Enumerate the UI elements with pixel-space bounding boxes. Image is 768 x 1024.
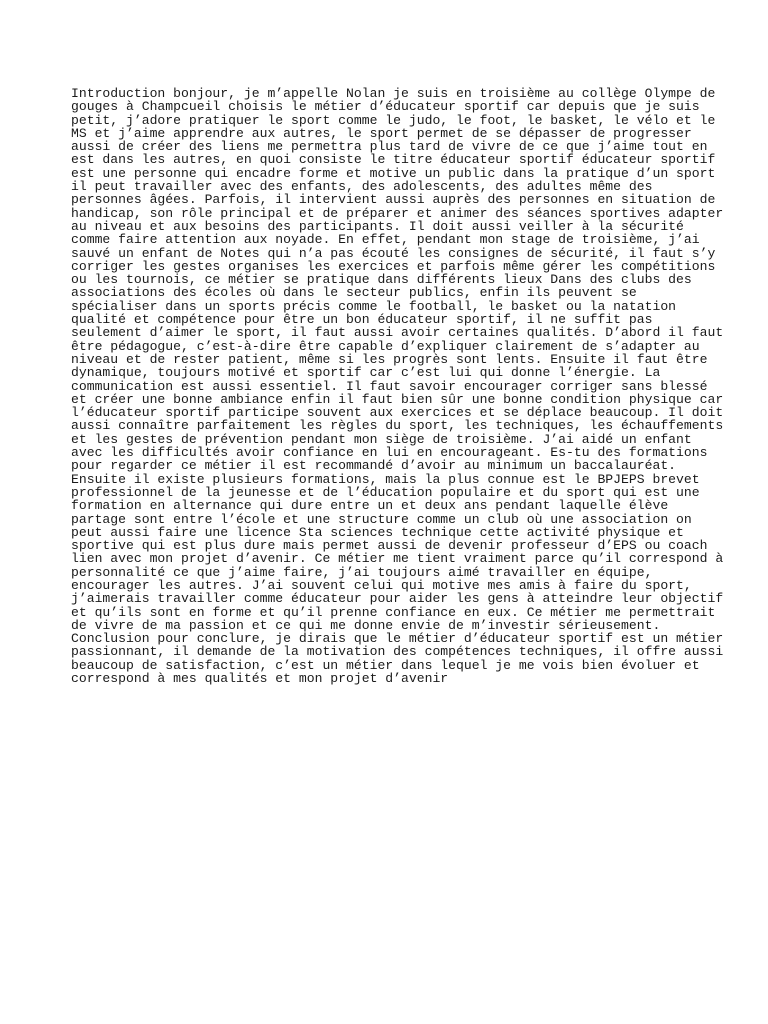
text-line: personnes âgées. Parfois, il intervient aussi auprès des personnes en situation de xyxy=(71,192,716,208)
text-line: sportive qui est plus dure mais permet aussi de devenir professeur d’EPS ou coach xyxy=(71,538,708,554)
text-line: correspond à mes qualités et mon projet d’avenir xyxy=(71,671,449,687)
text-line: petit, j’adore pratiquer le sport comme le judo, le foot, le basket, le vélo et le xyxy=(71,112,716,128)
text-line: gouges à Champcueil choisis le métier d’éducateur sportif car depuis que je suis xyxy=(71,99,700,115)
text-line: qualité et compétence pour être un bon éducateur sportif, il ne suffit pas xyxy=(71,312,653,328)
text-line: comme faire attention aux noyade. En effet, pendant mon stage de troisième, j’ai xyxy=(71,232,700,248)
text-line: sauvé un enfant de Notes qui n’a pas écouté les consignes de sécurité, il faut s’y xyxy=(71,245,716,261)
text-line: Conclusion pour conclure, je dirais que le métier d’éducateur sportif est un métier xyxy=(71,631,724,647)
text-line: peut aussi faire une licence Sta sciences technique cette activité physique et xyxy=(71,524,684,540)
text-line: avec les difficultés avoir confiance en lui en encourageant. Es-tu des formations xyxy=(71,445,708,461)
text-line: Introduction bonjour, je m’appelle Nolan je suis en troisième au collège Olympe de xyxy=(71,86,716,101)
text-line: personnalité ce que j’aime faire, j’ai toujours aimé travailler en équipe, xyxy=(71,564,653,580)
text-line: formation en alternance qui dure entre un et deux ans pendant laquelle élève xyxy=(71,498,669,514)
text-line: dynamique, toujours motivé et sportif car c’est lui qui donne l’énergie. La xyxy=(71,365,661,381)
text-line: j’aimerais travailler comme éducateur pour aider les gens à atteindre leur objectif xyxy=(71,591,724,607)
text-line: seulement d’aimer le sport, il faut aussi avoir certaines qualités. D’abord il faut xyxy=(71,325,724,341)
text-line: passionnant, il demande de la motivation des compétences techniques, il offre aussi xyxy=(71,644,724,660)
text-line: il peut travailler avec des enfants, des adolescents, des adultes même des xyxy=(71,179,653,195)
text-line: encourager les autres. J’ai souvent celui qui motive mes amis à faire du sport, xyxy=(71,577,692,593)
text-line: aussi de créer des liens me permettra plus tard de vivre de ce que j’aime tout en xyxy=(71,139,708,155)
text-line: associations des écoles où dans le secteur publics, enfin ils peuvent se xyxy=(71,285,637,301)
text-line: MS et j’aime apprendre aux autres, le sport permet de se dépasser de progresser xyxy=(71,125,692,141)
text-line: corriger les gestes organises les exercices et parfois même gérer les compétitions xyxy=(71,258,716,274)
text-line: de vivre de ma passion et ce qui me donne envie de m’investir sérieusement. xyxy=(71,617,661,633)
text-line: pour regarder ce métier il est recommandé d’avoir au minimum un baccalauréat. xyxy=(71,458,677,474)
text-line: professionnel de la jeunesse et de l’éducation populaire et du sport qui est une xyxy=(71,484,700,500)
text-line: Ensuite il existe plusieurs formations, mais la plus connue est le BPJEPS brevet xyxy=(71,471,700,487)
text-line: et qu’ils sont en forme et qu’il prenne confiance en eux. Ce métier me permettrait xyxy=(71,604,716,620)
text-line: communication est aussi essentiel. Il faut savoir encourager corriger sans blessé xyxy=(71,378,708,394)
text-line: handicap, son rôle principal et de préparer et animer des séances sportives adapter xyxy=(71,205,724,221)
body-text xyxy=(71,86,724,687)
text-line: spécialiser dans un sports précis comme le football, le basket ou la natation xyxy=(71,298,677,314)
text-line: ou les tournois, ce métier se pratique dans différents lieux Dans des clubs des xyxy=(71,272,692,288)
text-line: au niveau et aux besoins des participants. Il doit aussi veiller à la sécurité xyxy=(71,218,684,234)
text-line: est dans les autres, en quoi consiste le titre éducateur sportif éducateur sportif xyxy=(71,152,716,168)
text-line: lien avec mon projet d’avenir. Ce métier me tient vraiment parce qu’il correspond à xyxy=(71,551,724,567)
text-line: l’éducateur sportif participe souvent aux exercices et se déplace beaucoup. Il doit xyxy=(71,405,724,421)
text-line: être pédagogue, c’est-à-dire être capable d’expliquer clairement de s’adapter au xyxy=(71,338,700,354)
text-line: est une personne qui encadre forme et motive un public dans la pratique d’un sport xyxy=(71,165,716,181)
text-line: et créer une bonne ambiance enfin il faut bien sûr une bonne condition physique car xyxy=(71,391,724,407)
text-line: beaucoup de satisfaction, c’est un métier dans lequel je me vois bien évoluer et xyxy=(71,657,700,673)
text-line: et les gestes de prévention pendant mon siège de troisième. J’ai aidé un enfant xyxy=(71,431,692,447)
text-line: aussi connaître parfaitement les règles du sport, les techniques, les échauffements xyxy=(71,418,724,434)
text-line: niveau et de rester patient, même si les progrès sont lents. Ensuite il faut être xyxy=(71,351,708,367)
text-line: partage sont entre l’école et une structure comme un club où une association on xyxy=(71,511,692,527)
